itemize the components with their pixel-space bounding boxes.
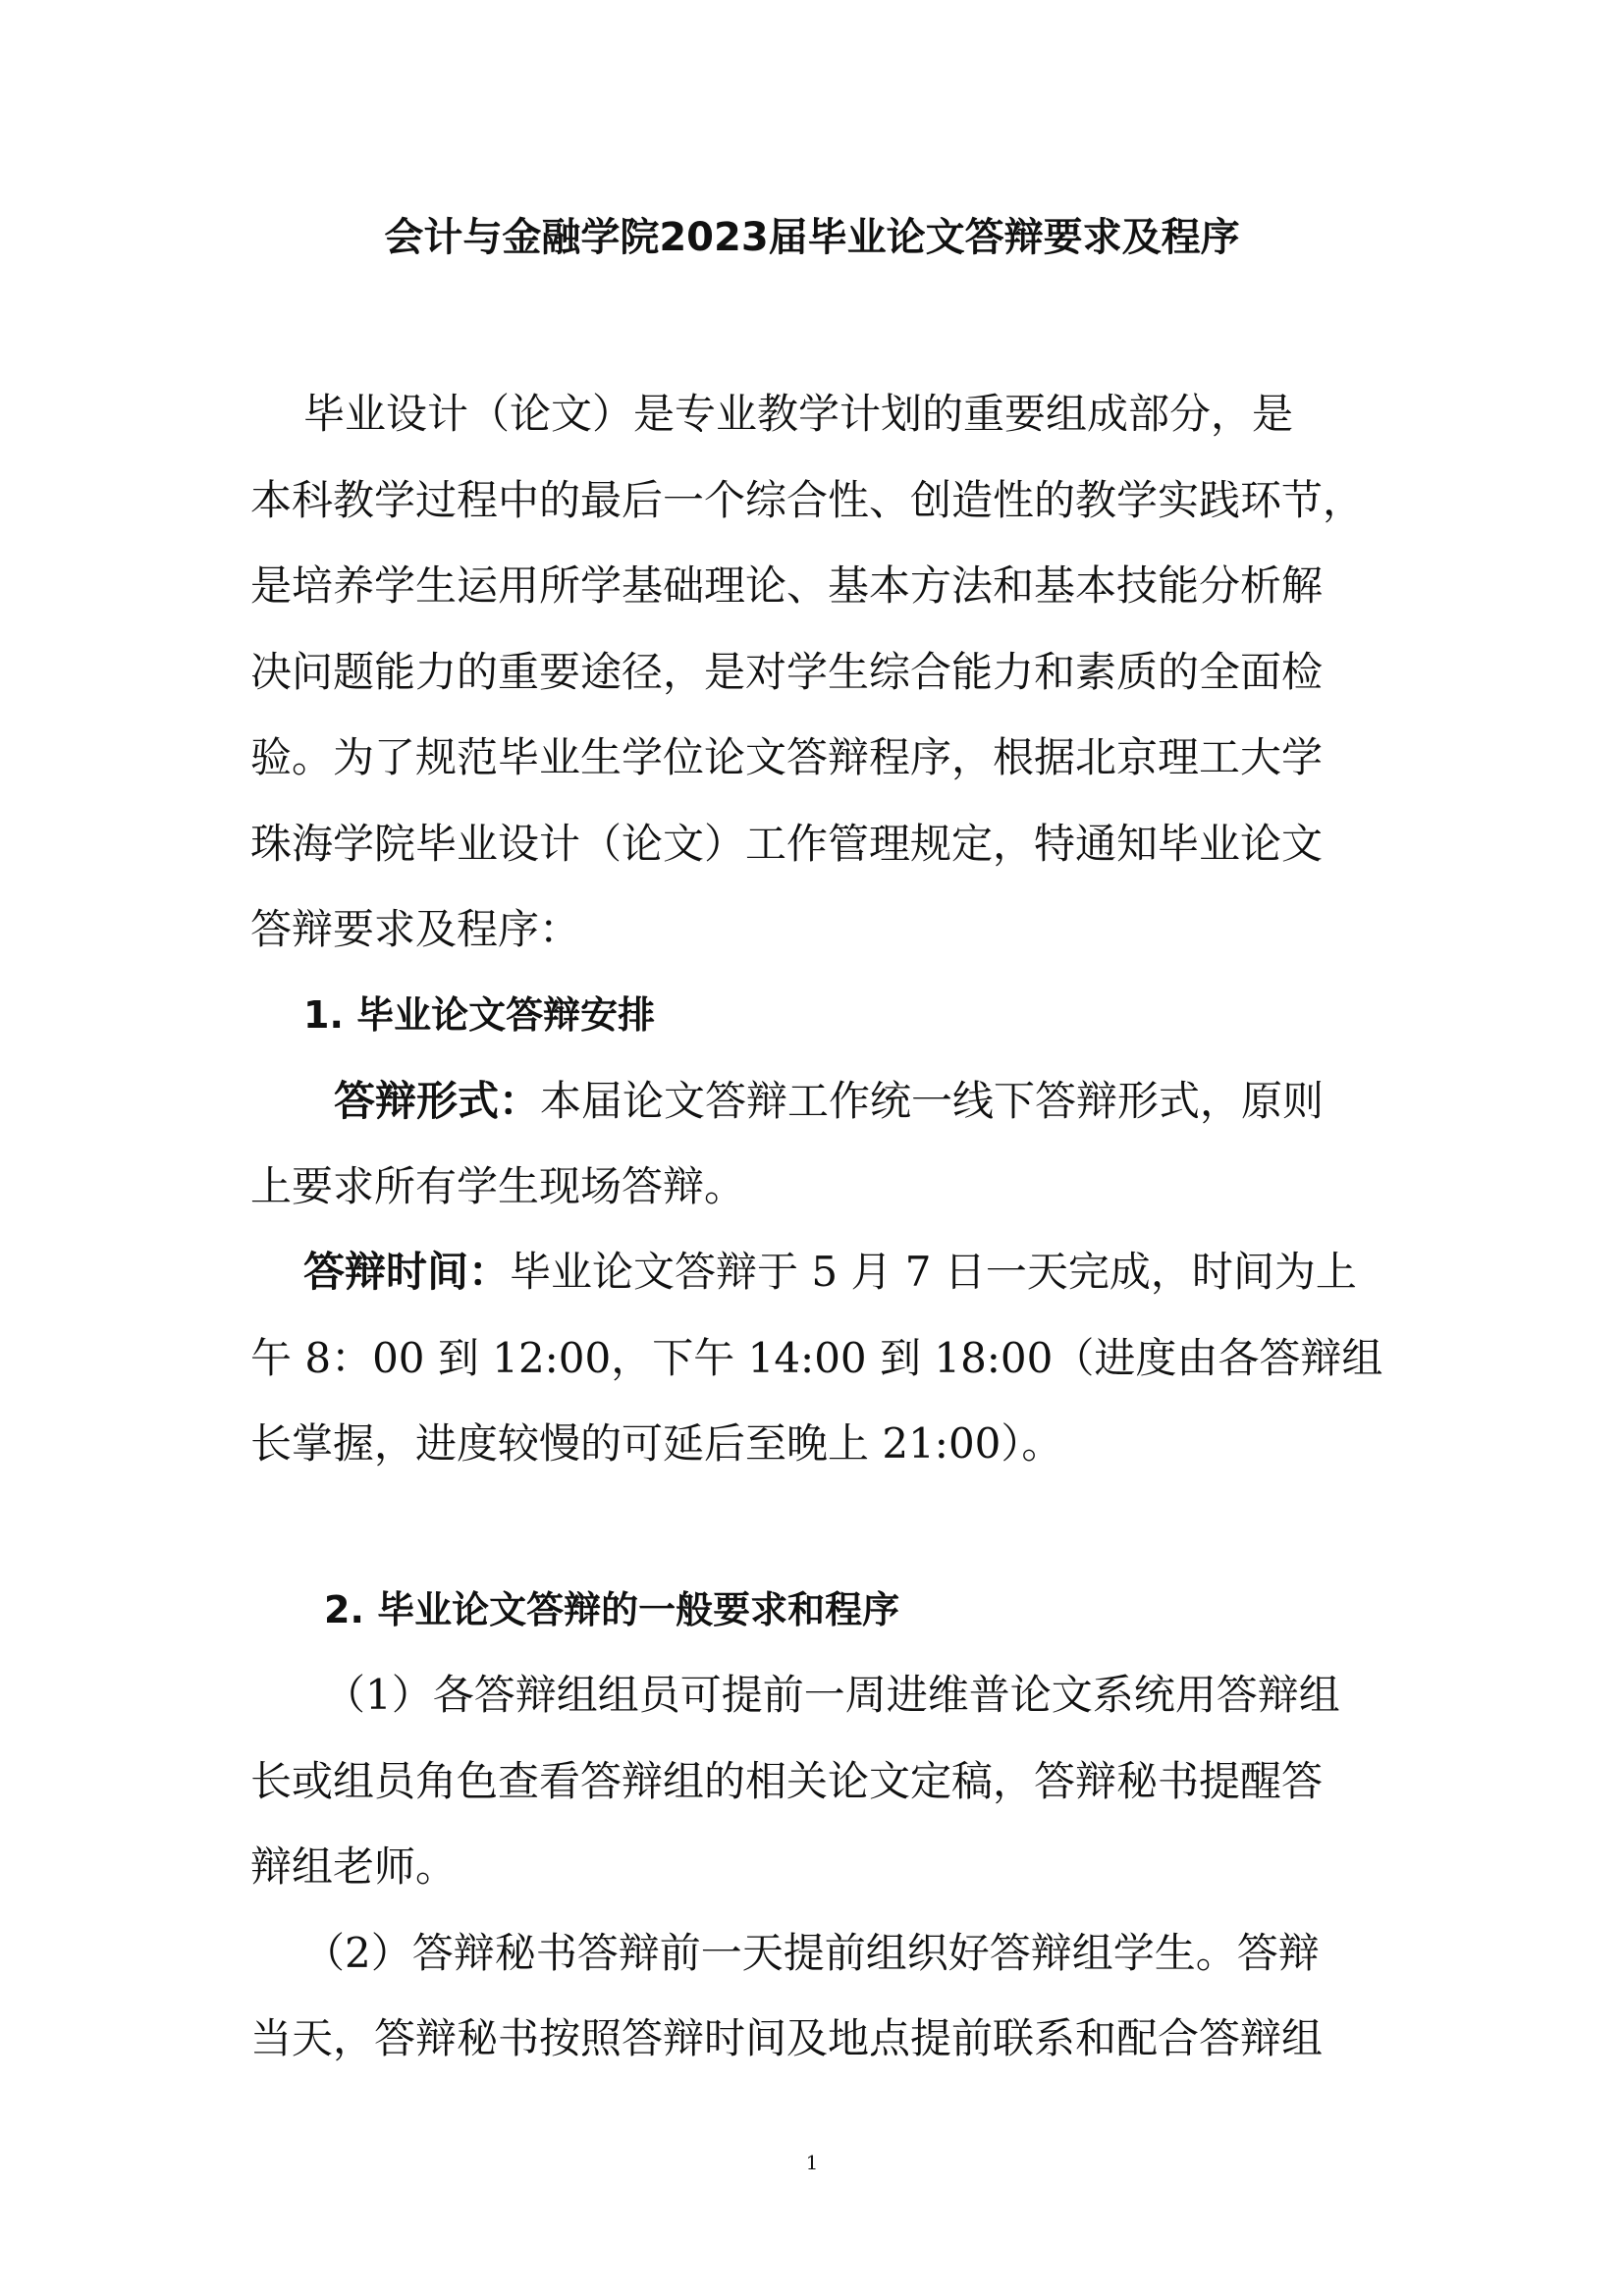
defense-time-line-2: 午 8：00 到 12:00，下午 14:00 到 18:00（进度由各答辩组 xyxy=(250,1334,1383,1382)
item-1-line-3: 辩组老师。 xyxy=(250,1842,458,1891)
defense-time-text: 毕业论文答辩于 5 月 7 日一天完成，时间为上 xyxy=(510,1248,1357,1296)
section-2-heading: 2. 毕业论文答辩的一般要求和程序 xyxy=(324,1588,900,1631)
section-1-heading: 1. 毕业论文答辩安排 xyxy=(303,993,656,1037)
item-1-line-2: 长或组员角色查看答辩组的相关论文定稿，答辩秘书提醒答 xyxy=(250,1757,1324,1805)
defense-form-line-2: 上要求所有学生现场答辩。 xyxy=(250,1162,746,1210)
defense-time-line-3: 长掌握，进度较慢的可延后至晚上 21:00）。 xyxy=(250,1419,1063,1468)
intro-line-5: 验。为了规范毕业生学位论文答辩程序，根据北京理工大学 xyxy=(250,733,1324,781)
defense-time-line-1 xyxy=(303,1243,1393,1302)
intro-line-7: 答辩要求及程序： xyxy=(250,905,581,953)
intro-line-6: 珠海学院毕业设计（论文）工作管理规定，特通知毕业论文 xyxy=(250,820,1324,868)
defense-form-line-1 xyxy=(334,1072,1394,1131)
intro-line-3: 是培养学生运用所学基础理论、基本方法和基本技能分析解 xyxy=(250,561,1324,610)
page-number: 1 xyxy=(805,2151,819,2174)
item-2-line-1: （2）答辩秘书答辩前一天提前组织好答辩组学生。答辩 xyxy=(303,1929,1320,1977)
defense-form-label: 答辩形式： xyxy=(334,1077,541,1125)
document-title: 会计与金融学院2023届毕业论文答辩要求及程序 xyxy=(384,215,1240,260)
item-2-line-2: 当天，答辩秘书按照答辩时间及地点提前联系和配合答辩组 xyxy=(250,2014,1324,2062)
defense-time-label: 答辩时间： xyxy=(303,1248,511,1296)
intro-line-2: 本科教学过程中的最后一个综合性、创造性的教学实践环节， xyxy=(250,476,1365,524)
intro-line-4: 决问题能力的重要途径，是对学生综合能力和素质的全面检 xyxy=(250,648,1324,696)
defense-form-text: 本届论文答辩工作统一线下答辩形式，原则 xyxy=(540,1077,1325,1125)
item-1-line-1: （1）各答辩组组员可提前一周进维普论文系统用答辩组 xyxy=(324,1671,1340,1719)
intro-line-1: 毕业设计（论文）是专业教学计划的重要组成部分，是 xyxy=(303,390,1294,438)
